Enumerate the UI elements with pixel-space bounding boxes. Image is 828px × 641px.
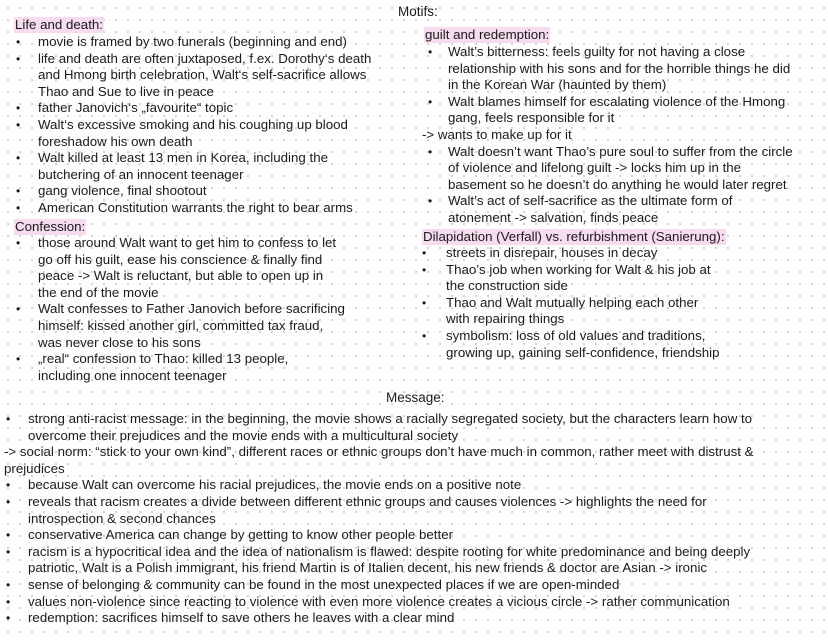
list-item: • Walt doesn’t want Thao’s pure soul to suffer from the circle of violence and lifelong guilt -> locks him up in the basement so he doesn’t do anything he would later regret [420, 144, 793, 194]
life-death-list [14, 34, 371, 217]
message-heading: Message: [386, 390, 445, 405]
list-item: • conservative America can change by getting to know other people better [4, 527, 754, 544]
list-item: • American Constitution warrants the right to bear arms [14, 200, 371, 217]
list-item: -> wants to make up for it [422, 126, 572, 142]
list-item: • movie is framed by two funerals (beginning and end) [14, 34, 371, 51]
list-item: • sense of belonging & community can be found in the most unexpected places if we are open-minded [4, 577, 754, 594]
guilt-redemption-heading: guilt and redemption: [425, 27, 550, 42]
dilapidation-heading: Dilapidation (Verfall) vs. refurbishment (Sanierung): [423, 229, 725, 244]
life-death-heading: Life and death: [15, 17, 103, 32]
confession-heading: Confession: [15, 219, 86, 234]
guilt-redemption-list [420, 44, 793, 227]
list-item: -> social norm: “stick to your own kind”, different races or ethnic groups don’t have much in common, rather meet with distrust & prejudices [4, 444, 754, 476]
list-item: • strong anti-racist message: in the beginning, the movie shows a racially segregated society, but the characters learn how to overcome their prejudices and the movie ends with a multicultural society [4, 411, 754, 444]
list-item: • gang violence, final shootout [14, 183, 371, 200]
list-item: • Walt’s bitterness: feels guilty for not having a close relationship with his sons and for the horrible things he did in the Korean War (haunted by them) [420, 44, 793, 94]
list-item: • because Walt can overcome his racial prejudices, the movie ends on a positive note [4, 477, 754, 494]
list-item: • Walt‘s excessive smoking and his coughing up blood foreshadow his own death [14, 117, 371, 150]
list-item: • Walt blames himself for escalating violence of the Hmong gang, feels responsible for it [420, 94, 793, 127]
list-item: • values non-violence since reacting to violence with even more violence creates a vicious circle -> rather communication [4, 594, 754, 611]
list-item: • redemption: sacrifices himself to save others he leaves with a clear mind [4, 610, 754, 627]
list-item: • life and death are often juxtaposed, f.ex. Dorothy‘s death and Hmong birth celebration, Walt‘s self-sacrifice allows Thao and Sue to live in peace [14, 51, 371, 101]
list-item: • symbolism: loss of old values and traditions, growing up, gaining self-confidence, friendship [418, 328, 720, 361]
list-item: • Thao’s job when working for Walt & his job at the construction side [418, 262, 720, 295]
list-item: • reveals that racism creates a divide between different ethnic groups and causes violences -> highlights the need for introspection & second chances [4, 494, 754, 527]
list-item: • „real“ confession to Thao: killed 13 people, including one innocent teenager [14, 351, 345, 384]
list-item: • Walt confesses to Father Janovich before sacrificing himself: kissed another girl, committed tax fraud, was never close to his sons [14, 301, 345, 351]
message-list [4, 411, 754, 627]
dilapidation-list [418, 245, 720, 361]
motifs-heading: Motifs: [398, 4, 438, 19]
list-item: • streets in disrepair, houses in decay [418, 245, 720, 262]
list-item: • racism is a hypocritical idea and the idea of nationalism is flawed: despite rooting for white predominance and being deeply patriotic, Walt is a Polish immigrant, his friend Martin is of Italien decent, his new friends & doctor are Asian -> ironic [4, 544, 754, 577]
list-item: • those around Walt want to get him to confess to let go off his guilt, ease his conscience & finally find peace -> Walt is reluctant, but able to open up in the end of the movie [14, 235, 345, 301]
list-item: • Thao and Walt mutually helping each other with repairing things [418, 295, 720, 328]
confession-list [14, 235, 345, 384]
list-item: • father Janovich‘s „favourite“ topic [14, 100, 371, 117]
list-item: • Walt killed at least 13 men in Korea, including the butchering of an innocent teenager [14, 150, 371, 183]
list-item: • Walt’s act of self-sacrifice as the ultimate form of atonement -> salvation, finds peace [420, 193, 793, 226]
